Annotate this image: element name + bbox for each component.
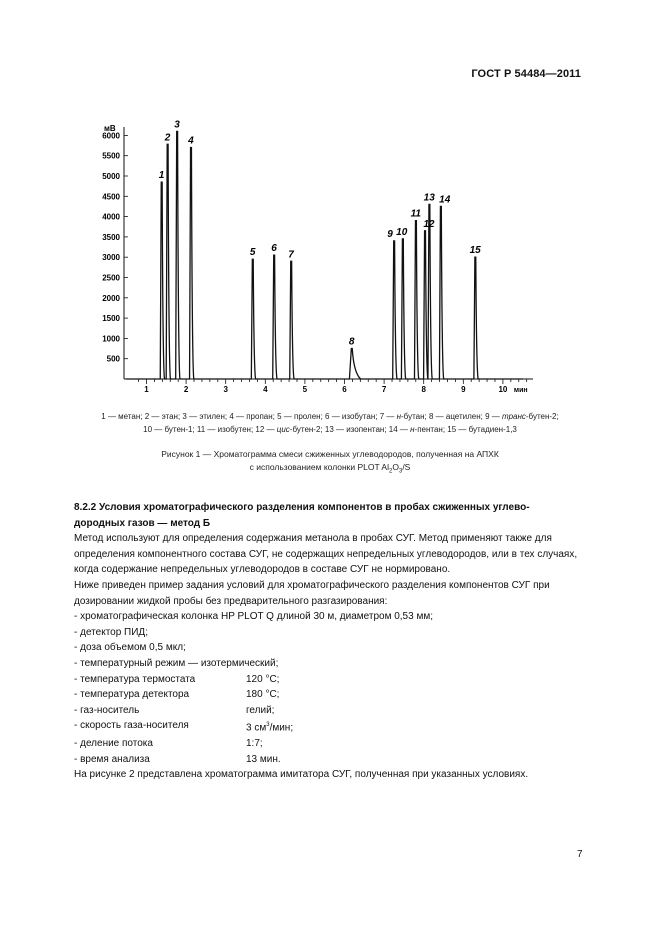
legend-2-segment: 10 — бутен-1; 11 — изобутен; 12 —	[143, 425, 277, 434]
condition-column: - хроматографическая колонка HP PLOT Q длиной 30 м, диаметром 0,53 мм;	[74, 611, 433, 623]
condition-detector-temp: - температура детектора 180 °С;	[74, 689, 280, 701]
y-tick-label: 1000	[102, 334, 120, 344]
peak-label: 7	[288, 249, 294, 261]
x-axis-unit-label: мин	[513, 387, 528, 394]
peak-label: 9	[387, 228, 393, 240]
caption-line-2: с использованием колонки PLOT $Al_2O_3/S$	[249, 462, 411, 475]
peak-label: 3	[174, 119, 180, 131]
peak-label: 2	[164, 132, 171, 144]
legend-1-segment: н	[396, 412, 402, 421]
peak-label: 14	[439, 194, 451, 206]
y-tick-label: 5000	[102, 172, 120, 181]
legend-2-segment: -бутен-2; 13 — изопентан; 14 —	[289, 425, 411, 434]
standard-header: ГОСТ Р 54484—2011	[471, 68, 581, 80]
condition-detector: - детектор ПИД;	[74, 626, 148, 638]
y-tick-label: 1500	[102, 314, 120, 324]
legend-line-1	[40, 410, 620, 423]
y-axis-unit-label: мВ	[104, 124, 116, 133]
y-tick-label: 2500	[102, 273, 120, 283]
y-tick-label: 500	[106, 354, 120, 364]
condition-dose: - доза объемом 0,5 мкл;	[74, 642, 186, 654]
peak-label: 4	[188, 135, 194, 147]
condition-oven-temp: - температура термостата 120 °С;	[74, 673, 280, 685]
condition-split: - деление потока 1:7;	[74, 738, 263, 750]
chromatogram-chart	[0, 0, 661, 400]
y-tick-label: 6000	[102, 131, 120, 141]
x-tick-label: 2	[183, 385, 189, 394]
legend-1-segment: -бутан; 8 — ацетилен; 9 —	[401, 412, 502, 421]
peak-label: 12	[423, 218, 435, 230]
x-tick-label: 1	[144, 385, 149, 394]
x-tick-label: 7	[381, 385, 387, 394]
peak-label: 8	[348, 336, 355, 348]
legend-1-segment: 1 — метан; 2 — этан; 3 — этилен; 4 — пропан; 5 — пролен; 6 — изобутан; 7 —	[101, 412, 397, 421]
y-tick-label: 4500	[102, 192, 120, 202]
peak-label: 13	[423, 192, 435, 204]
y-tick-label: 5500	[102, 151, 120, 161]
legend-2-segment: н	[410, 425, 415, 434]
page-number: 7	[577, 849, 583, 860]
paragraph-method-purpose: Метод используют для определения содержания метанола в пробах СУГ. Метод применяют также для определения компонентного состава СУГ, не содержащих непредельных углеводородов, или в тех случаях, когда содержание непредельных углеводородов в составе СУГ не нормировано.	[74, 533, 578, 576]
section-heading: 8.2.2 Условия хроматографического разделения компонентов в пробах сжиженных углево- дородных газов — метод Б	[74, 502, 530, 529]
figure-caption	[60, 448, 600, 479]
x-tick-label: 3	[223, 385, 228, 394]
x-tick-label: 5	[302, 385, 308, 394]
y-tick-label: 2000	[102, 293, 120, 303]
peak-label: 11	[410, 208, 421, 220]
paragraph-figure-2-ref: На рисунке 2 представлена хроматограмма имитатора СУГ, полученная при указанных условиях.	[74, 769, 529, 781]
y-tick-label: 3000	[102, 253, 120, 263]
x-tick-label: 6	[342, 385, 347, 394]
x-tick-label: 8	[421, 385, 426, 394]
paragraph-conditions-intro: Ниже приведен пример задания условий для хроматографического разделения компонентов СУГ при дозировании жидкой пробы без предварительного разгазирования:	[74, 579, 550, 607]
chromatogram-trace	[126, 131, 523, 379]
x-tick-label: 4	[263, 385, 268, 394]
section-8-2-2	[74, 500, 582, 783]
legend-1-segment: -бутен-2;	[525, 412, 559, 421]
peak-label: 10	[396, 226, 408, 238]
legend-2-segment: -пентан; 15 — бутадиен-1,3	[414, 425, 517, 434]
peak-label: 5	[249, 247, 256, 259]
legend-line-2	[40, 423, 620, 436]
peak-label: 15	[469, 245, 481, 257]
condition-temp-mode: - температурный режим — изотермический;	[74, 657, 279, 669]
y-tick-label: 4000	[102, 212, 120, 222]
peak-label: 6	[271, 243, 277, 255]
y-tick-label: 3500	[102, 232, 120, 242]
peak-label: 1	[158, 170, 165, 182]
condition-carrier-gas: - газ-носитель гелий;	[74, 704, 275, 716]
condition-analysis-time: - время анализа 13 мин.	[74, 753, 281, 765]
x-tick-label: 9	[461, 385, 466, 394]
peak-legend	[40, 410, 620, 436]
legend-1-segment: транс	[502, 412, 526, 421]
condition-gas-flow: - скорость газа-носителя 3 $см^3$/мин;	[74, 720, 294, 734]
legend-2-segment: цис	[276, 425, 290, 434]
caption-line-1: Рисунок 1 — Хроматограмма смеси сжиженных углеводородов, полученная на АПХК	[161, 449, 499, 459]
x-tick-label: 10	[498, 385, 508, 394]
